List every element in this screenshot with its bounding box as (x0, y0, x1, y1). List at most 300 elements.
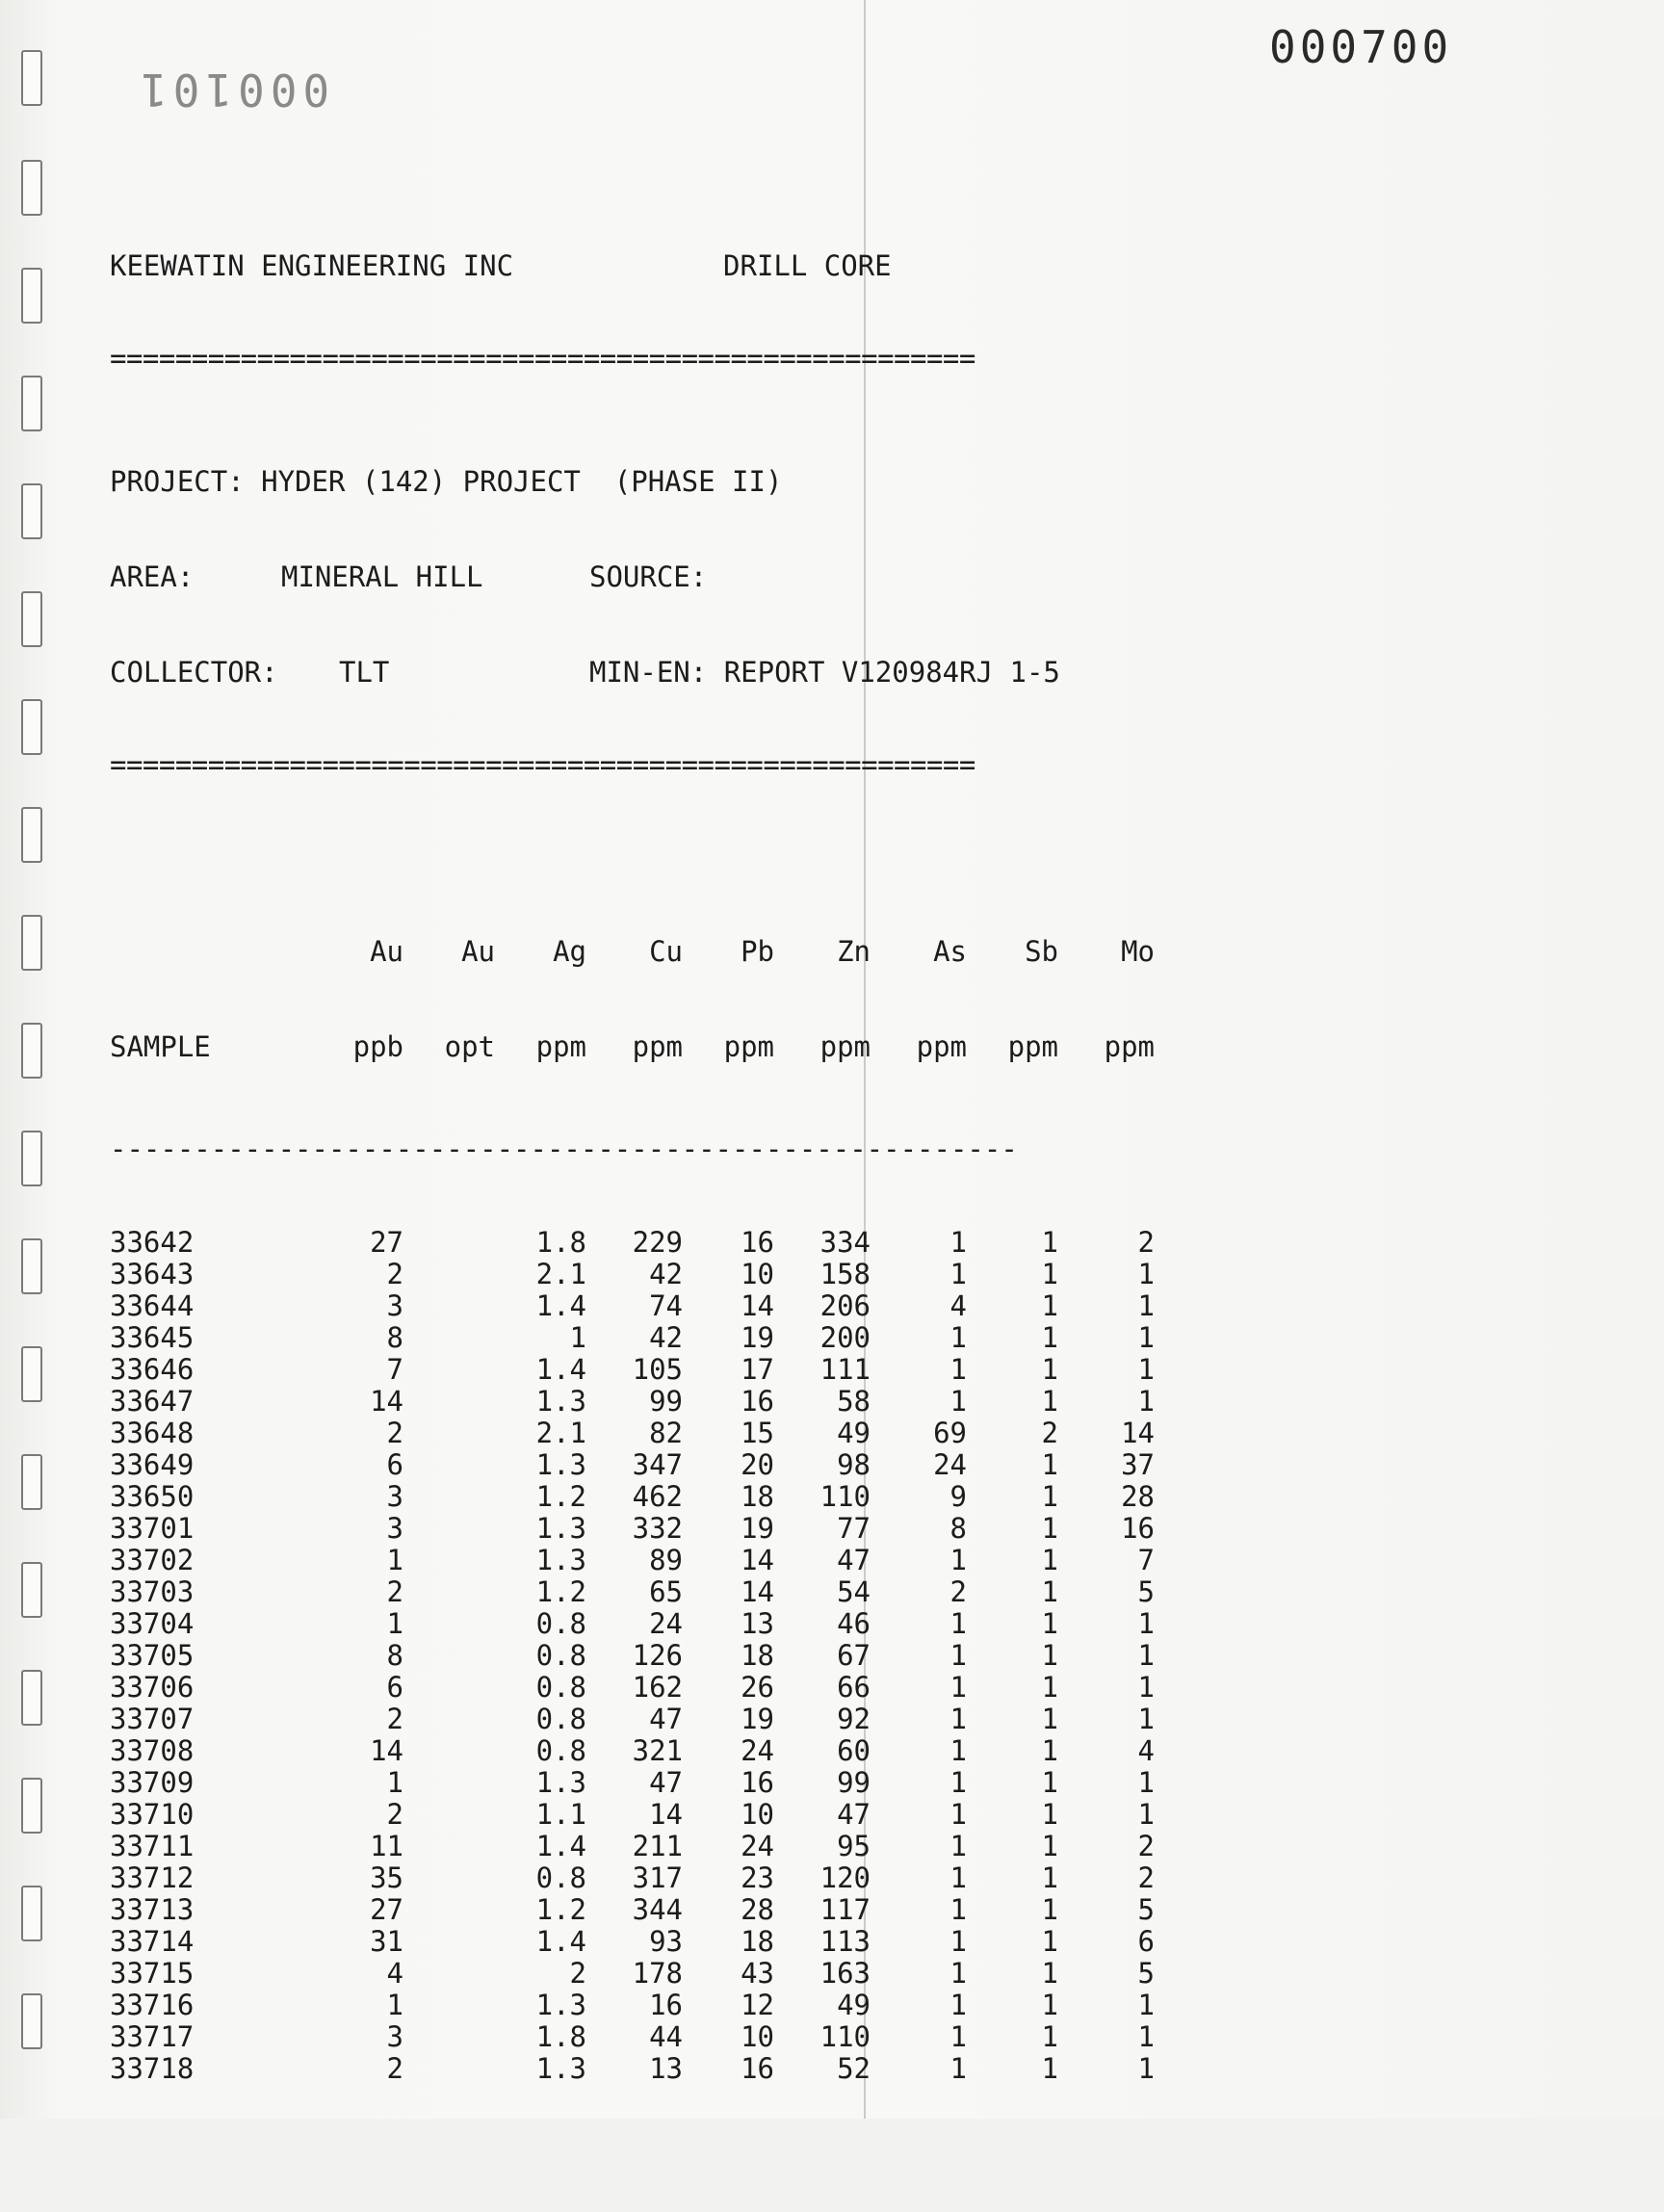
value-cell: 105 (632, 1353, 683, 1386)
perforation-hole (21, 1454, 42, 1510)
value-cell (403, 1259, 495, 1290)
value-cell: 52 (837, 2052, 871, 2085)
value-cell: 24 (933, 1448, 967, 1481)
table-row (110, 1354, 1155, 1386)
table-row (110, 1862, 1155, 1894)
value-cell: 1 (1041, 1321, 1058, 1354)
value-cell (403, 2053, 495, 2085)
value-cell: 89 (649, 1544, 683, 1576)
value-cell: 1 (949, 1671, 967, 1704)
value-cell: 1.3 (535, 1385, 586, 1418)
value-cell: 1 (1041, 1289, 1058, 1322)
value-cell: 1 (1137, 1321, 1155, 1354)
value-cell: 1 (1041, 1703, 1058, 1735)
table-row (110, 1894, 1155, 1926)
assay-table (110, 872, 1155, 2148)
value-cell: 1 (949, 1734, 967, 1767)
table-row (110, 1545, 1155, 1576)
header-cell: Au (461, 935, 495, 968)
value-cell (403, 1862, 495, 1894)
value-cell: 1.4 (535, 1925, 586, 1958)
table-header-units-top (110, 936, 1155, 968)
value-cell: 16 (1121, 1512, 1155, 1545)
table-row (110, 1481, 1155, 1513)
area-label: AREA: (110, 560, 195, 593)
table-row (110, 1576, 1155, 1608)
value-cell: 95 (837, 1830, 871, 1862)
value-cell: 1 (1137, 1353, 1155, 1386)
value-cell: 1 (386, 1544, 403, 1576)
value-cell: 7 (386, 1353, 403, 1386)
header-cell: ppm (1007, 1030, 1058, 1063)
value-cell (403, 1958, 495, 1990)
perforation-hole (21, 160, 42, 216)
value-cell: 20 (741, 1448, 774, 1481)
perforation-hole (21, 1346, 42, 1402)
value-cell: 111 (819, 1353, 871, 1386)
value-cell: 99 (837, 1766, 871, 1799)
value-cell: 9 (949, 1480, 967, 1513)
value-cell: 1 (1137, 1639, 1155, 1672)
value-cell: 2 (1137, 1861, 1155, 1894)
value-cell: 13 (741, 1607, 774, 1640)
value-cell: 1 (386, 1989, 403, 2021)
value-cell: 14 (649, 1798, 683, 1831)
table-row (110, 1831, 1155, 1862)
value-cell: 110 (819, 2020, 871, 2053)
value-cell: 1 (386, 1607, 403, 1640)
area-value: MINERAL HILL (281, 560, 483, 593)
value-cell: 3 (386, 1289, 403, 1322)
header-cell: ppm (819, 1030, 871, 1063)
value-cell: 27 (370, 1226, 403, 1259)
separator-line: ===================================================== (110, 752, 975, 777)
value-cell: 16 (741, 1226, 774, 1259)
value-cell: 1.1 (535, 1798, 586, 1831)
value-cell: 1 (949, 2052, 967, 2085)
sample-id-cell: 33650 (110, 1480, 195, 1513)
value-cell: 1 (1041, 2020, 1058, 2053)
value-cell: 229 (632, 1226, 683, 1259)
value-cell: 31 (370, 1925, 403, 1958)
value-cell: 49 (837, 1417, 871, 1449)
value-cell: 11 (370, 1830, 403, 1862)
table-row (110, 1958, 1155, 1990)
value-cell: 1.4 (535, 1353, 586, 1386)
value-cell: 67 (837, 1639, 871, 1672)
perforation-hole (21, 1562, 42, 1618)
sample-id-cell: 33646 (110, 1353, 195, 1386)
header-cell: Cu (649, 935, 683, 968)
value-cell (403, 1545, 495, 1576)
header-cell: SAMPLE (110, 1030, 211, 1063)
value-cell: 5 (1137, 1893, 1155, 1926)
sample-id-cell: 33704 (110, 1607, 195, 1640)
value-cell: 16 (741, 1766, 774, 1799)
table-row (110, 1227, 1155, 1259)
value-cell: 1 (949, 1385, 967, 1418)
source-label: SOURCE: (589, 560, 708, 593)
value-cell: 1.8 (535, 2020, 586, 2053)
value-cell: 2 (386, 1798, 403, 1831)
value-cell: 1.3 (535, 1512, 586, 1545)
value-cell: 1 (1137, 1703, 1155, 1735)
report-title-line (110, 250, 1155, 282)
table-row (110, 1608, 1155, 1640)
report-type: DRILL CORE (723, 249, 892, 282)
value-cell: 2 (1137, 1830, 1155, 1862)
value-cell: 10 (741, 1798, 774, 1831)
perforation-hole (21, 1886, 42, 1941)
value-cell: 1 (1137, 1385, 1155, 1418)
value-cell: 26 (741, 1671, 774, 1704)
header-cell: Mo (1121, 935, 1155, 968)
value-cell (403, 2021, 495, 2053)
table-row (110, 1449, 1155, 1481)
value-cell: 2 (386, 1575, 403, 1608)
value-cell: 19 (741, 1703, 774, 1735)
project-label: PROJECT: (110, 465, 245, 498)
value-cell: 1 (1137, 1766, 1155, 1799)
value-cell: 27 (370, 1893, 403, 1926)
value-cell: 6 (386, 1671, 403, 1704)
sample-id-cell: 33718 (110, 2052, 195, 2085)
value-cell: 3 (386, 2020, 403, 2053)
value-cell: 16 (741, 1385, 774, 1418)
value-cell: 28 (741, 1893, 774, 1926)
value-cell: 19 (741, 1321, 774, 1354)
area-line (110, 561, 1155, 593)
sample-id-cell: 33645 (110, 1321, 195, 1354)
table-row (110, 1322, 1155, 1354)
value-cell: 1 (949, 1925, 967, 1958)
header-cell: Au (370, 935, 403, 968)
value-cell: 4 (949, 1289, 967, 1322)
value-cell: 344 (632, 1893, 683, 1926)
value-cell: 1 (949, 1639, 967, 1672)
value-cell: 1 (1041, 1385, 1058, 1418)
value-cell: 43 (741, 1957, 774, 1990)
value-cell: 1 (949, 1607, 967, 1640)
table-row (110, 1290, 1155, 1322)
value-cell (403, 1576, 495, 1608)
value-cell: 18 (741, 1480, 774, 1513)
table-row (110, 1799, 1155, 1831)
value-cell: 37 (1121, 1448, 1155, 1481)
value-cell: 117 (819, 1893, 871, 1926)
header-cell: Pb (741, 935, 774, 968)
sample-id-cell: 33701 (110, 1512, 195, 1545)
value-cell: 332 (632, 1512, 683, 1545)
sample-id-cell: 33702 (110, 1544, 195, 1576)
value-cell: 1.3 (535, 1989, 586, 2021)
value-cell: 462 (632, 1480, 683, 1513)
value-cell: 1 (1041, 1989, 1058, 2021)
value-cell: 1 (1137, 1607, 1155, 1640)
sample-id-cell: 33708 (110, 1734, 195, 1767)
value-cell: 1.3 (535, 2052, 586, 2085)
value-cell: 1 (1041, 2052, 1058, 2085)
value-cell: 0.8 (535, 1639, 586, 1672)
value-cell: 1 (1041, 1925, 1058, 1958)
perforation-hole (21, 50, 42, 106)
sample-id-cell: 33644 (110, 1289, 195, 1322)
value-cell: 3 (386, 1512, 403, 1545)
table-row (110, 2053, 1155, 2085)
value-cell: 14 (370, 1734, 403, 1767)
sample-id-cell: 33713 (110, 1893, 195, 1926)
value-cell: 321 (632, 1734, 683, 1767)
value-cell: 317 (632, 1861, 683, 1894)
perforation-hole (21, 1993, 42, 2049)
value-cell: 47 (649, 1766, 683, 1799)
value-cell: 15 (741, 1417, 774, 1449)
value-cell: 1 (949, 1321, 967, 1354)
page-number-stamp-inverted: 000101 (135, 64, 330, 116)
collector-value: TLT (339, 656, 390, 689)
value-cell: 1.2 (535, 1575, 586, 1608)
value-cell: 2.1 (535, 1258, 586, 1290)
value-cell: 8 (949, 1512, 967, 1545)
value-cell: 1.3 (535, 1766, 586, 1799)
value-cell: 163 (819, 1957, 871, 1990)
value-cell: 23 (741, 1861, 774, 1894)
header-cell: As (933, 935, 967, 968)
header-cell: opt (444, 1030, 495, 1063)
value-cell: 206 (819, 1289, 871, 1322)
perforation-hole (21, 699, 42, 755)
value-cell (403, 1354, 495, 1386)
value-cell: 1 (1041, 1512, 1058, 1545)
value-cell: 65 (649, 1575, 683, 1608)
value-cell: 1 (1041, 1798, 1058, 1831)
perforation-hole (21, 1131, 42, 1186)
perforation-hole (21, 376, 42, 431)
value-cell: 1 (949, 1544, 967, 1576)
header-cell: ppm (916, 1030, 967, 1063)
value-cell: 1 (1041, 1734, 1058, 1767)
value-cell: 10 (741, 1258, 774, 1290)
perforation-hole (21, 1778, 42, 1834)
value-cell: 1 (949, 1226, 967, 1259)
sample-id-cell: 33711 (110, 1830, 195, 1862)
value-cell: 93 (649, 1925, 683, 1958)
value-cell: 1 (949, 1798, 967, 1831)
value-cell: 1 (569, 1321, 586, 1354)
value-cell (403, 1290, 495, 1322)
table-row (110, 1640, 1155, 1672)
value-cell (403, 1513, 495, 1545)
value-cell: 6 (386, 1448, 403, 1481)
page-number-stamp: 000700 (1269, 21, 1453, 73)
sample-id-cell: 33642 (110, 1226, 195, 1259)
value-cell: 69 (933, 1417, 967, 1449)
sample-id-cell: 33715 (110, 1957, 195, 1990)
value-cell: 1 (1041, 1830, 1058, 1862)
value-cell: 211 (632, 1830, 683, 1862)
value-cell: 1 (1041, 1353, 1058, 1386)
value-cell: 1.4 (535, 1830, 586, 1862)
value-cell: 1 (949, 1353, 967, 1386)
value-cell: 19 (741, 1512, 774, 1545)
value-cell: 47 (649, 1703, 683, 1735)
value-cell: 0.8 (535, 1734, 586, 1767)
value-cell: 4 (1137, 1734, 1155, 1767)
collector-label: COLLECTOR: (110, 656, 278, 689)
value-cell: 28 (1121, 1480, 1155, 1513)
value-cell: 98 (837, 1448, 871, 1481)
value-cell: 1 (1041, 1258, 1058, 1290)
perforation-hole (21, 1238, 42, 1294)
value-cell: 8 (386, 1639, 403, 1672)
value-cell: 16 (741, 2052, 774, 2085)
value-cell: 1 (1041, 1893, 1058, 1926)
value-cell: 1 (1137, 1798, 1155, 1831)
value-cell: 1.2 (535, 1893, 586, 1926)
perforation-hole (21, 591, 42, 647)
value-cell (403, 1735, 495, 1767)
sample-id-cell: 33709 (110, 1766, 195, 1799)
value-cell: 14 (1121, 1417, 1155, 1449)
company-name: KEEWATIN ENGINEERING INC (110, 249, 514, 282)
value-cell: 1.3 (535, 1448, 586, 1481)
table-row (110, 1926, 1155, 1958)
perforation-hole (21, 1023, 42, 1079)
value-cell: 24 (741, 1734, 774, 1767)
header-cell: ppm (1104, 1030, 1155, 1063)
header-cell: ppm (632, 1030, 683, 1063)
value-cell (403, 1386, 495, 1418)
value-cell: 4 (386, 1957, 403, 1990)
value-cell: 1 (1137, 1258, 1155, 1290)
value-cell: 16 (649, 1989, 683, 2021)
value-cell: 347 (632, 1448, 683, 1481)
header-cell: ppm (535, 1030, 586, 1063)
value-cell (403, 1831, 495, 1862)
sample-id-cell: 33648 (110, 1417, 195, 1449)
value-cell: 6 (1137, 1925, 1155, 1958)
perforation-hole (21, 1670, 42, 1726)
value-cell: 10 (741, 2020, 774, 2053)
table-row (110, 2021, 1155, 2053)
value-cell: 2 (1041, 1417, 1058, 1449)
value-cell: 1 (949, 1893, 967, 1926)
value-cell: 1.8 (535, 1226, 586, 1259)
value-cell: 110 (819, 1480, 871, 1513)
value-cell: 18 (741, 1925, 774, 1958)
header-cell: Sb (1025, 935, 1058, 968)
value-cell: 42 (649, 1258, 683, 1290)
value-cell (403, 1481, 495, 1513)
value-cell: 0.8 (535, 1671, 586, 1704)
value-cell: 1.3 (535, 1544, 586, 1576)
value-cell: 1.2 (535, 1480, 586, 1513)
value-cell: 113 (819, 1925, 871, 1958)
value-cell: 2.1 (535, 1417, 586, 1449)
value-cell: 2 (386, 1258, 403, 1290)
header-cell: Zn (837, 935, 871, 968)
value-cell: 1 (1041, 1575, 1058, 1608)
table-header-units-bottom (110, 1031, 1155, 1063)
value-cell: 60 (837, 1734, 871, 1767)
separator-line: ===================================================== (110, 346, 975, 371)
value-cell: 58 (837, 1385, 871, 1418)
project-value: HYDER (142) PROJECT (PHASE II) (261, 465, 783, 498)
value-cell: 126 (632, 1639, 683, 1672)
sample-id-cell: 33705 (110, 1639, 195, 1672)
value-cell: 2 (386, 1703, 403, 1735)
value-cell: 2 (386, 2052, 403, 2085)
value-cell: 1 (1041, 1607, 1058, 1640)
value-cell: 17 (741, 1353, 774, 1386)
value-cell: 1 (1041, 1480, 1058, 1513)
perforation-hole (21, 483, 42, 539)
value-cell: 1 (949, 1861, 967, 1894)
header-cell (110, 936, 312, 968)
value-cell: 14 (741, 1544, 774, 1576)
minen-label: MIN-EN: (589, 656, 708, 689)
value-cell (403, 1418, 495, 1449)
sample-id-cell: 33647 (110, 1385, 195, 1418)
value-cell: 200 (819, 1321, 871, 1354)
value-cell: 5 (1137, 1957, 1155, 1990)
value-cell: 44 (649, 2020, 683, 2053)
table-body (110, 1227, 1155, 2085)
value-cell (403, 1799, 495, 1831)
value-cell: 1 (1041, 1639, 1058, 1672)
table-row (110, 1386, 1155, 1418)
minen-value: REPORT V120984RJ 1-5 (723, 656, 1060, 689)
value-cell: 1 (949, 1989, 967, 2021)
value-cell: 66 (837, 1671, 871, 1704)
perforation-hole (21, 268, 42, 324)
table-row (110, 1513, 1155, 1545)
value-cell (403, 1704, 495, 1735)
value-cell: 1 (1137, 2020, 1155, 2053)
value-cell: 1 (1041, 1671, 1058, 1704)
value-cell: 1 (1137, 1671, 1155, 1704)
value-cell (403, 1227, 495, 1259)
value-cell (403, 1322, 495, 1354)
value-cell: 1 (1137, 2052, 1155, 2085)
table-row (110, 1672, 1155, 1704)
value-cell: 1 (1137, 1989, 1155, 2021)
value-cell: 1 (949, 1258, 967, 1290)
value-cell: 1 (1041, 1448, 1058, 1481)
sample-id-cell: 33714 (110, 1925, 195, 1958)
value-cell (403, 1894, 495, 1926)
table-row (110, 1418, 1155, 1449)
value-cell: 1 (949, 1830, 967, 1862)
value-cell: 1 (949, 1957, 967, 1990)
assay-report (110, 187, 1155, 2212)
value-cell: 47 (837, 1544, 871, 1576)
value-cell: 3 (386, 1480, 403, 1513)
value-cell: 46 (837, 1607, 871, 1640)
collector-line (110, 657, 1155, 689)
sample-id-cell: 33717 (110, 2020, 195, 2053)
value-cell: 24 (741, 1830, 774, 1862)
value-cell: 1 (1041, 1766, 1058, 1799)
value-cell: 42 (649, 1321, 683, 1354)
table-row (110, 1259, 1155, 1290)
value-cell: 2 (1137, 1226, 1155, 1259)
value-cell: 1 (1137, 1289, 1155, 1322)
table-row (110, 1767, 1155, 1799)
value-cell (403, 1608, 495, 1640)
header-cell: ppm (723, 1030, 774, 1063)
value-cell: 24 (649, 1607, 683, 1640)
